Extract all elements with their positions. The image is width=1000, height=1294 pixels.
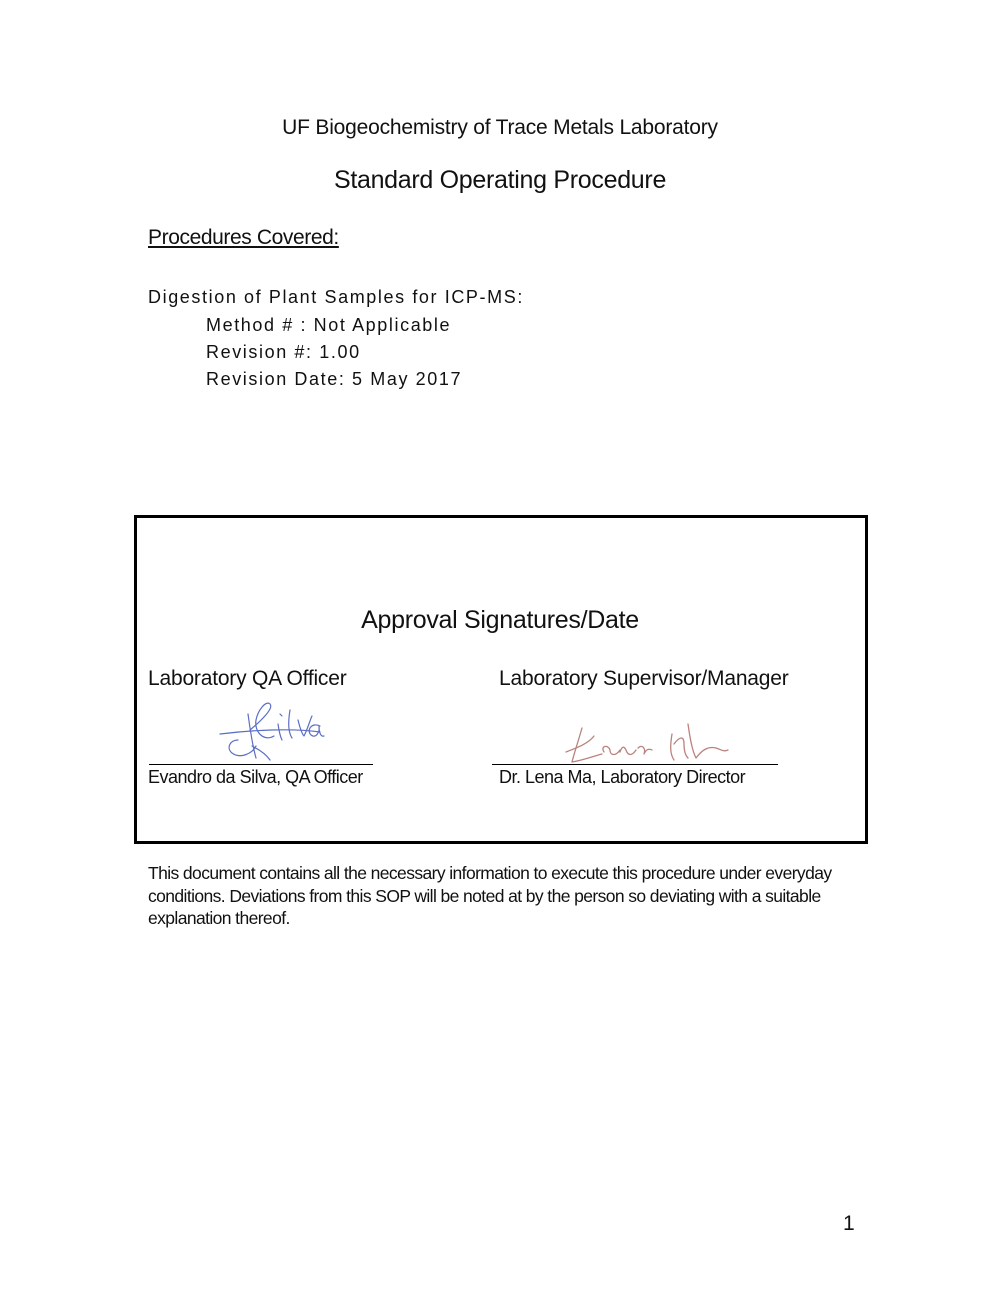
revision-date: Revision Date: 5 May 2017 — [206, 369, 463, 389]
qa-officer-signature-line — [149, 764, 373, 765]
method-number: Method # : Not Applicable — [206, 315, 452, 335]
document-note: This document contains all the necessary information to execute this procedure under everyday conditions. Deviations from this SOP will be noted at by the person so deviating with a suitable explanation thereof. — [148, 863, 832, 928]
qa-officer-role: Laboratory QA Officer — [148, 667, 347, 690]
lab-name: UF Biogeochemistry of Trace Metals Laboratory — [282, 116, 718, 139]
qa-officer-name: Evandro da Silva, QA Officer — [148, 767, 363, 787]
supervisor-signature — [560, 722, 730, 768]
director-name: Dr. Lena Ma, Laboratory Director — [499, 767, 746, 787]
procedures-covered-heading: Procedures Covered: — [148, 226, 339, 249]
supervisor-role: Laboratory Supervisor/Manager — [499, 667, 789, 690]
page-number: 1 — [843, 1212, 855, 1235]
revision-number: Revision #: 1.00 — [206, 342, 361, 362]
supervisor-signature-line — [492, 764, 778, 765]
qa-officer-signature — [212, 700, 322, 762]
document-title: Standard Operating Procedure — [333, 166, 667, 194]
approval-heading: Approval Signatures/Date — [361, 606, 639, 634]
procedure-name: Digestion of Plant Samples for ICP-MS: — [148, 287, 524, 307]
